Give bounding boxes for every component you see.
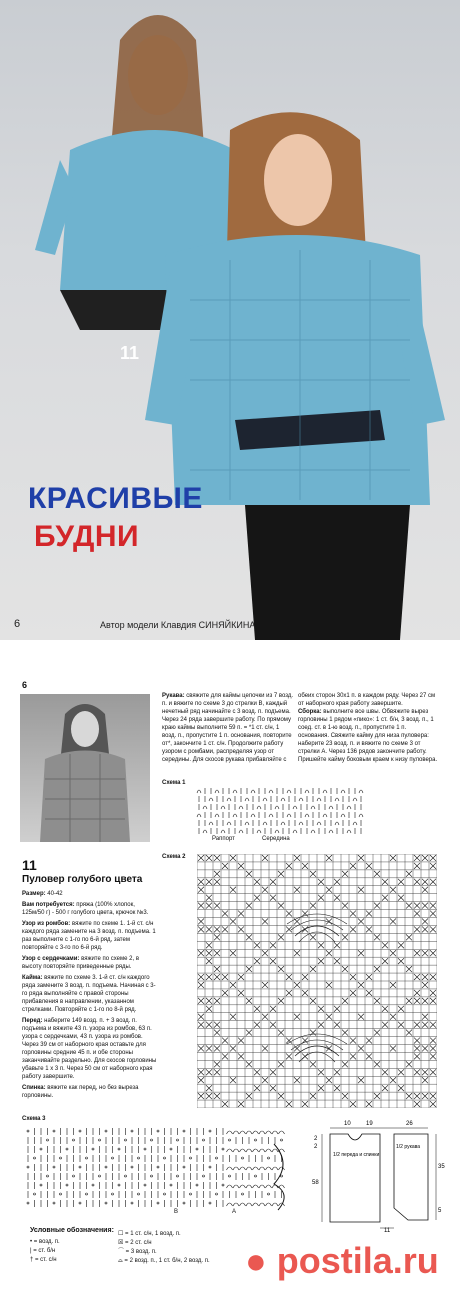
instruction-paragraph: Перед: наберите 149 возд. п. + 3 возд. п. подъема и вяжите 43 п. узора из ромбов, 63 п. узора с сердечками, 43 п. узора из ромбов. Через 39 см от наборного края оставьте для горловины средние 45 п. и обе стороны заканчивайте раздельно. Для скосов горловины убавьте 1 х 3 п. Через 50 см от наборного края работу завершите. [22,1018,157,1080]
instruction-paragraph: Кайма: вяжите по схеме 3. 1-й ст. с/н каждого ряда замените 3 возд. п. подъема. Начиная с 3-го ряда выполняйте с правой стороны прибавления в направлении, указанном стрелками. Повторяйте с 1-го по 8-й ряд. [22,975,156,1013]
front-model-sweater [165,235,430,505]
instruction-paragraph: Размер: 40-42 [22,891,63,897]
scheme-1-rapport: Раппорт [212,836,235,842]
label-front-back: 1/2 переда и спинки [333,1152,380,1158]
page-number-bottom: 6 [22,680,28,690]
dim-bottom: 11 [384,1228,391,1232]
title-line-1: КРАСИВЫЕ [28,482,203,515]
title-line-2: БУДНИ [34,520,140,553]
dim-top-3: 26 [406,1121,413,1127]
legend-item: † = ст. с/н [30,1257,57,1263]
scheme-3-label: Схема 3 [22,1116,46,1122]
author-credit: Автор модели Клавдия СИНЯЙКИНА [100,620,256,630]
watermark-dot-icon: ● [245,1240,277,1281]
scheme-3-diagram [22,1124,302,1216]
magazine-cover-page [0,0,460,640]
legend-symbol-picot: ⌓ [118,1258,125,1264]
legend-symbol-dc: † [30,1257,36,1263]
legend-item: ☒ = 2 ст. с/н [118,1240,152,1246]
legend-symbol-x-cell: ☒ [118,1240,126,1246]
instruction-paragraph: Спинка: вяжите как перед, но без выреза горловины. [22,1085,139,1099]
legend-item: ⌒ = 3 возд. п. [118,1249,157,1255]
page-title [28,480,203,556]
model-thumbnail [20,694,150,842]
front-back-piece [330,1134,380,1222]
legend-left [30,1238,60,1265]
model-title: Пуловер голубого цвета [22,874,143,885]
legend-symbol-sc: | [30,1248,34,1254]
scheme-2-chart-grid [197,854,437,1108]
legend-item: ☐ = 1 ст. с/н, 1 возд. п. [118,1231,181,1237]
instruction-paragraph: Рукава: свяжите для каймы цепочки из 7 возд. п. и вяжите по схеме 3 до стрелки В, каждый нечетный ряд начинайте с 3 возд. п. подъема. Через 24 ряда завершите работу. По прямому краю каймы выполните 59 п. = *1 ст. с/н, 1 возд. п., пропустите 1 п. основания, повторите от*, закончите 1 ст. с/н. Продолжите работу узором с ромбами, распределяя узор от середины. Для скосов рукава прибавляйте с [162,693,294,763]
instructions-right-column-2 [298,692,438,764]
legend-symbol-arc: ⌒ [118,1249,126,1255]
grid-lines [197,854,437,1108]
instruction-paragraph: обеих сторон 30х1 п. в каждом ряду. Через 27 см от наборного края работу завершите. [298,693,436,707]
scheme-3-mark-b: В [174,1209,179,1215]
instruction-paragraph: Узор из ромбов: вяжите по схеме 1. 1-й ст. с/н каждого ряда замените на 3 возд. п. подъема. 1 раз выполните с 1-го по 6-й ряд, затем повторяйте с 3-го по 6-й ряд. [22,921,156,951]
legend-item: | = ст. б/н [30,1248,56,1254]
instructions-page [0,672,460,1299]
legend-symbol-chain: • [30,1239,34,1245]
scheme-1-label: Схема 1 [162,780,186,786]
legend-title: Условные обозначения: [30,1227,114,1234]
dim-top-2: 19 [366,1121,373,1127]
dim-right-2: 5 [438,1208,442,1214]
instruction-paragraph: Узор с сердечками: вяжите по схеме 2, в высоту повторяйте приведенные ряды. [22,956,140,970]
scheme-2-label: Схема 2 [162,854,186,860]
instructions-right-column-1 [162,692,294,764]
dim-right-1: 35 [438,1164,445,1170]
dim-left-1: 2 [314,1136,318,1142]
model-thumbnail-image [20,694,150,842]
front-model-face [264,134,332,226]
model-number-badge: 11 [120,343,140,363]
instruction-paragraph: Сборка: выполните все швы. Обвяжите вырез горловины 1 рядом «пико»: 1 ст. б/н, 3 возд. п., 1 соед. ст. в 1-ю возд. п., пропустите 1 п. основания. Свяжите кайму для низа пуловера: наберите 23 возд. п. и вяжите по схеме 3 от стрелки А. Через 136 рядов закончите работу. Пришейте кайму боковым краем к низу пуловера. [298,709,438,763]
border-stitches [27,1128,285,1207]
dim-left-3: 58 [312,1180,319,1186]
scallop-edge [274,1144,284,1210]
watermark: ● postila.ru [245,1240,439,1281]
legend-symbol-empty-cell: ☐ [118,1231,126,1237]
scheme-3-mark-a: А [232,1209,237,1215]
scheme-1-middle: Середина [262,836,290,842]
instructions-left-column [22,890,157,1103]
stitch-marks [197,788,363,834]
page-number: 6 [14,618,21,630]
dim-top-1: 10 [344,1121,351,1127]
scheme-1-diagram [195,784,365,836]
legend-item: • = возд. п. [30,1239,60,1245]
dim-left-2: 2 [314,1144,318,1150]
legend-right [118,1230,210,1266]
front-model-skirt [245,505,410,640]
label-sleeve: 1/2 рукава [396,1144,421,1150]
model-number: 11 [22,857,37,873]
legend-item: ⌓ = 2 возд. п., 1 ст. б/н, 2 возд. п. [118,1258,210,1264]
garment-pattern-drawing [310,1120,450,1232]
instruction-paragraph: Вам потребуется: пряжа (100% хлопок, 125м/50 г) - 500 г голубого цвета, крючок №3. [22,902,149,916]
